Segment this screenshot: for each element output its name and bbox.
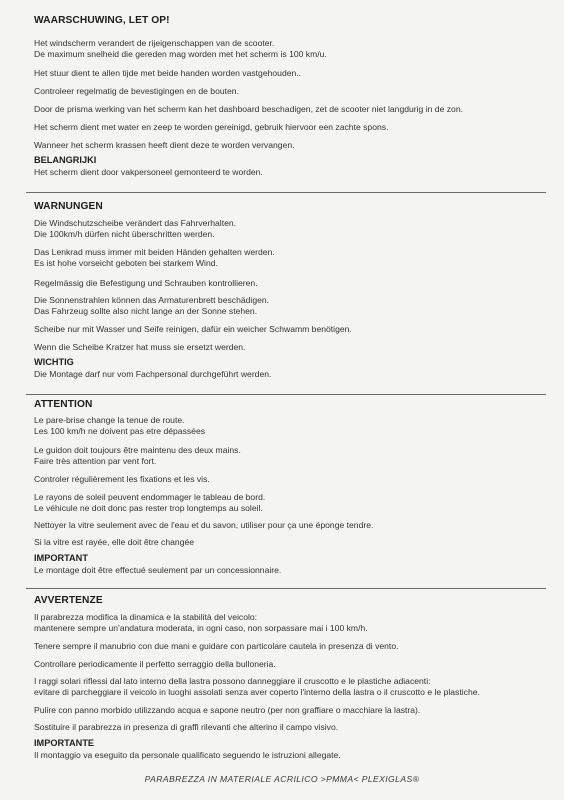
paragraph: Si la vitre est rayée, elle doit être changée xyxy=(34,537,195,547)
section-divider xyxy=(26,394,546,395)
paragraph: Het scherm dient met water en zeep te worden gereinigd, gebruik hiervoor een zachte spons. xyxy=(34,122,389,132)
paragraph: Door de prisma werking van het scherm kan het dashboard beschadigen, zet de scooter niet langdurig in de zon. xyxy=(34,104,463,114)
section-divider xyxy=(26,588,546,589)
paragraph-line: Die Windschutzscheibe verändert das Fahrverhalten. xyxy=(34,218,237,228)
paragraph: Tenere sempre il manubrio con due mani e guidare con particolare cautela in presenza di vento. xyxy=(34,641,399,651)
important-text: Het scherm dient door vakpersoneel gemonteerd te worden. xyxy=(34,167,263,177)
paragraph xyxy=(34,38,327,60)
paragraph-line: Het windscherm verandert de rijeigenschappen van de scooter. xyxy=(34,38,275,48)
paragraph-line: Les 100 km/h ne doivent pas etre dépassées xyxy=(34,426,206,436)
paragraph-line: mantenere sempre un'andatura moderata, in ogni caso, non sorpassare mai i 100 km/h. xyxy=(34,623,368,633)
section-heading: AVVERTENZE xyxy=(34,595,103,606)
paragraph xyxy=(34,445,241,467)
important-text: Il montaggio va eseguito da personale qualificato seguendo le istruzioni allegate. xyxy=(34,750,341,760)
paragraph-line: Le rayons de soleil peuvent endommager le tableau de bord. xyxy=(34,492,266,502)
paragraph-line: Le guidon doit toujours être maintenu des deux mains. xyxy=(34,445,241,455)
paragraph xyxy=(34,247,275,269)
important-text: Die Montage darf nur vom Fachpersonal durchgeführt werden. xyxy=(34,369,272,379)
paragraph xyxy=(34,218,236,240)
material-footer: PARABREZZA IN MATERIALE ACRILICO >PMMA< PLEXIGLAS® xyxy=(144,774,420,784)
paragraph: Wenn die Scheibe Kratzer hat muss sie ersetzt werden. xyxy=(34,342,246,352)
paragraph: Regelmässig die Befestigung und Schrauben kontrollieren. xyxy=(34,278,258,288)
paragraph: Nettoyer la vitre seulement avec de l'eau et du savon, utiliser pour ça une éponge tendre. xyxy=(34,520,374,530)
section-heading: WAARSCHUWING, LET OP! xyxy=(34,15,170,26)
paragraph-line: evitare di parcheggiare il veicolo in luoghi assolati senza aver coperto l'interno della lastra o il cruscotto e le plastiche. xyxy=(34,687,480,697)
paragraph-line: Il parabrezza modifica la dinamica e la stabilità del veicolo: xyxy=(34,612,258,622)
paragraph: Scheibe nur mit Wasser und Seife reinigen, dafür ein weicher Schwamm benötigen. xyxy=(34,324,352,334)
paragraph-line: Faire très attention par vent fort. xyxy=(34,456,157,466)
paragraph: Het stuur dient te allen tijde met beide handen worden vastgehouden.. xyxy=(34,68,302,78)
paragraph xyxy=(34,415,205,437)
paragraph xyxy=(34,295,269,317)
important-heading: BELANGRIJKI xyxy=(34,155,97,165)
paragraph-line: Die 100km/h dürfen nicht überschritten werden. xyxy=(34,229,215,239)
section-heading: WARNUNGEN xyxy=(34,201,103,212)
important-heading: WICHTIG xyxy=(34,357,74,367)
paragraph xyxy=(34,492,265,514)
paragraph-line: Das Fahrzeug sollte also nicht lange an der Sonne stehen. xyxy=(34,306,258,316)
paragraph: Wanneer het scherm krassen heeft dient deze te worden vervangen. xyxy=(34,140,295,150)
paragraph: Controler régulièrement les fixations et les vis. xyxy=(34,474,210,484)
section-divider xyxy=(26,192,546,193)
paragraph: Sostituire il parabrezza in presenza di graffi rilevanti che alterino il campo visivo. xyxy=(34,722,339,732)
paragraph-line: De maximum snelheid die gereden mag worden met het scherm is 100 km/u. xyxy=(34,49,327,59)
paragraph: Controllare periodicamente il perfetto serraggio della bulloneria. xyxy=(34,659,276,669)
paragraph-line: I raggi solari riflessi dal lato interno della lastra possono danneggiare il cruscotto e le plastiche adiacenti: xyxy=(34,676,431,686)
paragraph-line: Es ist hohe vorseicht geboten bei starkem Wind. xyxy=(34,258,218,268)
important-text: Le montage doit être effectué seulement par un concessionnaire. xyxy=(34,565,282,575)
paragraph-line: Le pare-brise change la tenue de route. xyxy=(34,415,185,425)
paragraph: Pulire con panno morbido utilizzando acqua e sapone neutro (per non graffiare o macchiare la lastra). xyxy=(34,705,421,715)
paragraph: Controleer regelmatig de bevestigingen en de bouten. xyxy=(34,86,239,96)
important-heading: IMPORTANT xyxy=(34,553,88,563)
section-heading: ATTENTION xyxy=(34,399,93,410)
paragraph xyxy=(34,612,368,634)
paragraph-line: Le véhicule ne doit donc pas rester trop longtemps au soleil. xyxy=(34,503,263,513)
paragraph xyxy=(34,676,480,698)
paragraph-line: Die Sonnenstrahlen können das Armaturenbrett beschädigen. xyxy=(34,295,270,305)
paragraph-line: Das Lenkrad muss immer mit beiden Händen gehalten werden. xyxy=(34,247,275,257)
important-heading: IMPORTANTE xyxy=(34,738,95,748)
